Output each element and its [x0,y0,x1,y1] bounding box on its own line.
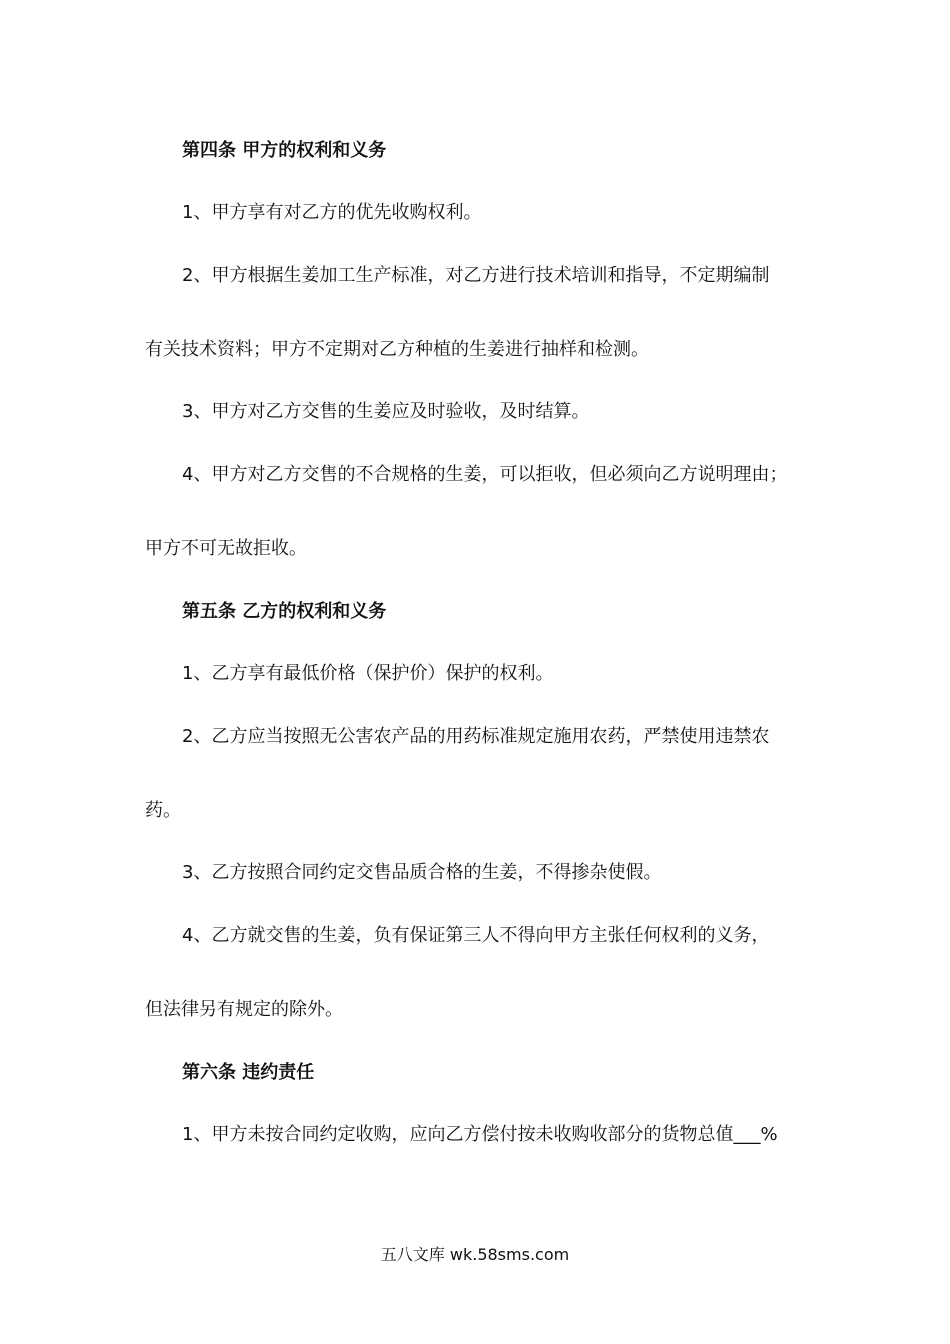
section-5-item-1: 1、乙方享有最低价格（保护价）保护的权利。 [182,663,554,684]
section-4-heading: 第四条 甲方的权利和义务 [182,140,387,161]
section-4-item-3: 3、甲方对乙方交售的生姜应及时验收，及时结算。 [182,401,590,422]
section-5-heading: 第五条 乙方的权利和义务 [182,601,387,622]
section-5-item-4-line-2: 但法律另有规定的除外。 [145,999,343,1020]
section-4-item-2-line-2: 有关技术资料；甲方不定期对乙方种植的生姜进行抽样和检测。 [145,339,649,360]
section-4-item-1: 1、甲方享有对乙方的优先收购权利。 [182,202,482,223]
section-5-item-2-line-2: 药。 [145,800,181,821]
section-5-item-3: 3、乙方按照合同约定交售品质合格的生姜，不得掺杂使假。 [182,862,662,883]
section-5-item-4-line-1: 4、乙方就交售的生姜，负有保证第三人不得向甲方主张任何权利的义务， [182,925,770,946]
section-4-item-2-line-1: 2、甲方根据生姜加工生产标准，对乙方进行技术培训和指导，不定期编制 [182,265,770,286]
section-5-item-2-line-1: 2、乙方应当按照无公害农产品的用药标准规定施用农药，严禁使用违禁农 [182,726,770,747]
footer-watermark: 五八文库 wk.58sms.com [380,1245,570,1264]
section-4-item-4-line-2: 甲方不可无故拒收。 [145,538,307,559]
section-4-item-4-line-1: 4、甲方对乙方交售的不合规格的生姜，可以拒收，但必须向乙方说明理由； [182,464,788,485]
section-6-heading: 第六条 违约责任 [182,1062,315,1083]
section-6-item-1: 1、甲方未按合同约定收购，应向乙方偿付按未收购收部分的货物总值___% [182,1124,778,1145]
